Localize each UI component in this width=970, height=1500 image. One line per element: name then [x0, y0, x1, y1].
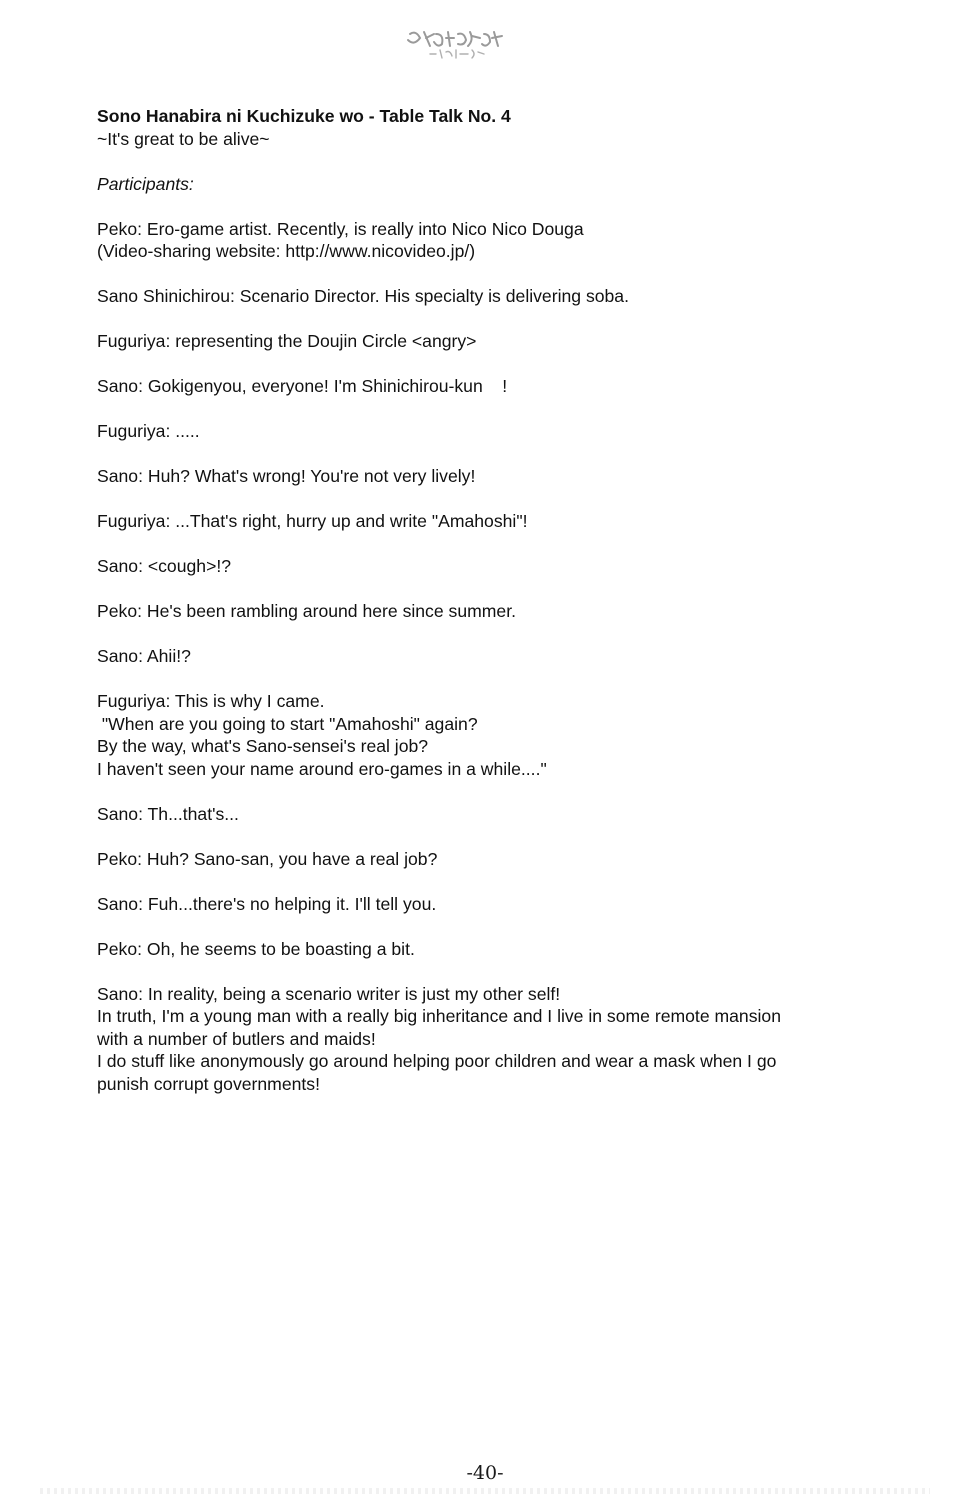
- dialogue-line: Sano: Huh? What's wrong! You're not very lively!: [97, 466, 476, 486]
- spacer: [97, 623, 837, 646]
- spacer: [97, 533, 837, 556]
- table-talk-text: [97, 105, 837, 1095]
- dialogue-line: punish corrupt governments!: [97, 1073, 320, 1094]
- spacer: [97, 488, 837, 511]
- dialogue-line: Fuguriya: representing the Doujin Circle <angry>: [97, 331, 477, 351]
- participants-label: Participants:: [97, 173, 194, 194]
- spacer: [97, 578, 837, 601]
- dialogue-line: Peko: Huh? Sano-san, you have a real job?: [97, 848, 438, 869]
- spacer: [97, 960, 837, 983]
- spacer: [97, 263, 837, 286]
- dialogue-line: with a number of butlers and maids!: [97, 1028, 376, 1049]
- dialogue-paragraph: [97, 285, 837, 308]
- spacer: [97, 195, 837, 218]
- dialogue-line: Sano: Fuh...there's no helping it. I'll tell you.: [97, 893, 437, 914]
- dialogue-line: Sano: Ahii!?: [97, 646, 191, 666]
- dialogue-line: Peko: Oh, he seems to be boasting a bit.: [97, 938, 415, 959]
- dialogue-line: "When are you going to start "Amahoshi" again?: [97, 713, 478, 734]
- spacer: [97, 915, 837, 938]
- spacer: [97, 308, 837, 331]
- dialogue-paragraph: [97, 218, 837, 263]
- spacer: [97, 825, 837, 848]
- dialogue-line: Fuguriya: This is why I came.: [97, 691, 325, 711]
- spacer: [97, 668, 837, 691]
- page-number: -40-: [466, 1462, 504, 1484]
- dialogue-paragraph: [97, 690, 837, 780]
- dialogue-line: Peko: Ero-game artist. Recently, is really into Nico Nico Douga: [97, 218, 584, 239]
- dialogue-paragraph: [97, 555, 837, 578]
- spacer: [97, 780, 837, 803]
- dialogue-line: Peko: He's been rambling around here since summer.: [97, 601, 516, 621]
- spacer: [97, 398, 837, 421]
- document-subtitle: ~It's great to be alive~: [97, 128, 270, 149]
- dialogue-paragraph: [97, 330, 837, 353]
- dialogue-line: In truth, I'm a young man with a really big inheritance and I live in some remote mansion: [97, 1006, 781, 1026]
- dialogue-line: Sano Shinichirou: Scenario Director. His specialty is delivering soba.: [97, 286, 629, 306]
- dialogue-paragraph: [97, 848, 837, 871]
- dialogue-line: Sano: <cough>!?: [97, 556, 232, 576]
- dialogue-line: Sano: Gokigenyou, everyone! I'm Shinichirou-kun !: [97, 376, 508, 396]
- spacer: [97, 870, 837, 893]
- dialogue-paragraph: [97, 600, 837, 623]
- document-title: Sono Hanabira ni Kuchizuke wo - Table Talk No. 4: [97, 106, 511, 126]
- dialogue-line: I haven't seen your name around ero-games in a while....": [97, 758, 547, 779]
- dialogue: [97, 218, 837, 1096]
- dialogue-paragraph: [97, 938, 837, 961]
- spacer: [97, 353, 837, 376]
- dialogue-line: Sano: Th...that's...: [97, 803, 239, 824]
- dialogue-paragraph: [97, 510, 837, 533]
- dialogue-line: By the way, what's Sano-sensei's real job?: [97, 736, 429, 756]
- dialogue-paragraph: [97, 893, 837, 916]
- dialogue-line: Fuguriya: ...That's right, hurry up and write "Amahoshi"!: [97, 511, 528, 531]
- spacer: [97, 443, 837, 466]
- dialogue-line: Fuguriya: .....: [97, 421, 200, 441]
- dialogue-paragraph: [97, 420, 837, 443]
- spacer: [97, 150, 837, 173]
- scan-edge-divider: [40, 1488, 930, 1494]
- series-logo-icon: [400, 26, 510, 62]
- dialogue-line: (Video-sharing website: http://www.nicovideo.jp/): [97, 241, 476, 261]
- dialogue-paragraph: [97, 375, 837, 398]
- dialogue-paragraph: [97, 465, 837, 488]
- dialogue-line: I do stuff like anonymously go around helping poor children and wear a mask when I go: [97, 1051, 777, 1071]
- dialogue-paragraph: [97, 983, 837, 1096]
- dialogue-line: Sano: In reality, being a scenario writer is just my other self!: [97, 983, 561, 1004]
- dialogue-paragraph: [97, 645, 837, 668]
- dialogue-paragraph: [97, 803, 837, 826]
